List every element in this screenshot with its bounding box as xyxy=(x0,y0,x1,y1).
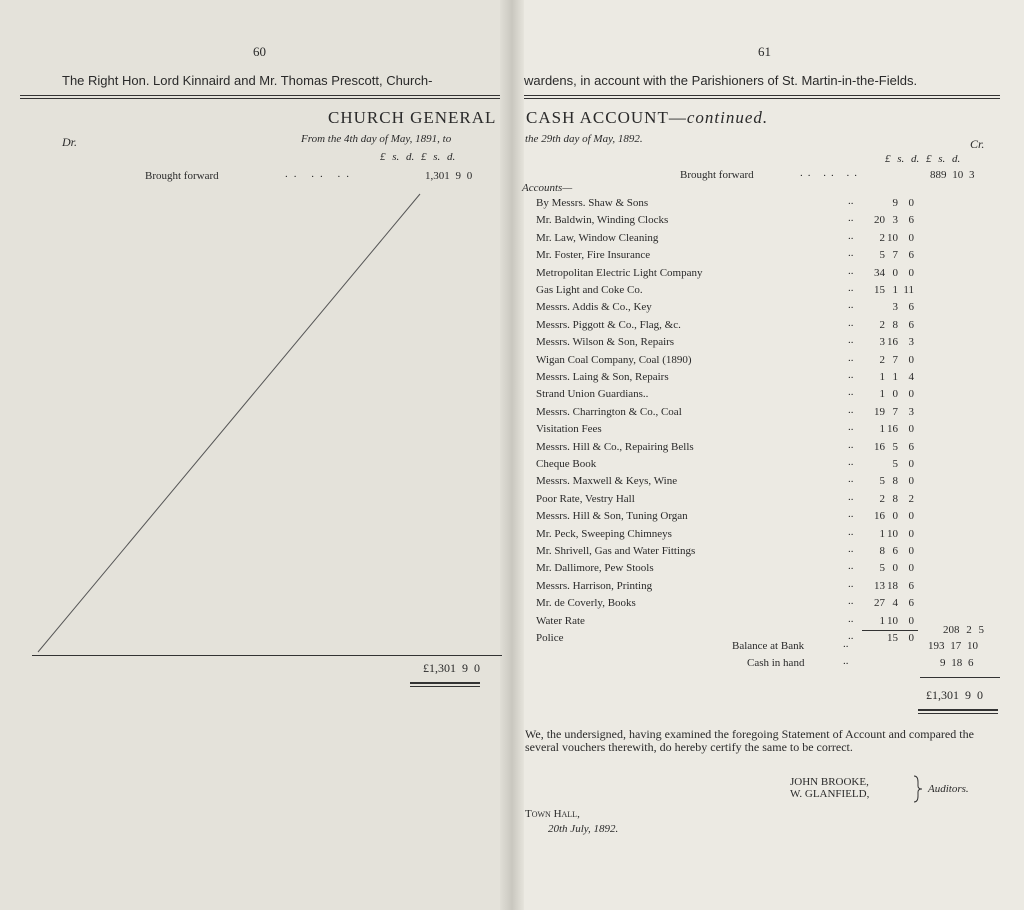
item-label: Strand Union Guardians.. xyxy=(536,388,649,400)
item-label: Mr. Baldwin, Winding Clocks xyxy=(536,214,669,226)
right-total: £1,301 9 0 xyxy=(926,688,983,702)
item-label: Cheque Book xyxy=(536,458,597,470)
item-leader-dots: .. xyxy=(848,334,854,346)
item-leader-dots: .. xyxy=(848,404,854,416)
item-leader-dots: .. xyxy=(848,247,854,259)
item-leader-dots: .. xyxy=(848,526,854,538)
item-leader-dots: .. xyxy=(848,630,854,642)
item-pence: 6 xyxy=(908,597,914,609)
item-pounds: 1 xyxy=(879,371,885,383)
item-leader-dots: .. xyxy=(848,265,854,277)
item-label: Messrs. Laing & Son, Repairs xyxy=(536,371,669,383)
item-label: By Messrs. Shaw & Sons xyxy=(536,197,649,209)
item-label: Messrs. Hill & Co., Repairing Bells xyxy=(536,441,694,453)
item-pounds: 2 xyxy=(879,319,885,331)
item-leader-dots: .. xyxy=(848,352,854,364)
item-shillings: 0 xyxy=(892,388,898,400)
item-pence: 0 xyxy=(908,510,914,522)
item-shillings: 8 xyxy=(892,475,898,487)
item-label: Mr. Peck, Sweeping Chimneys xyxy=(536,528,672,540)
left-total-underline xyxy=(410,682,480,684)
item-pounds: 1 xyxy=(879,528,885,540)
left-total-rule xyxy=(32,655,502,656)
item-pounds: 2 xyxy=(879,354,885,366)
date: 20th July, 1892. xyxy=(548,823,619,835)
certification-text: We, the undersigned, having examined the foregoing Statement of Account and compared the several vouchers therewith, do hereby certify the same to be correct. xyxy=(525,727,974,754)
left-currency-header: £ s. d. £ s. d. xyxy=(380,151,456,163)
right-title xyxy=(526,108,768,128)
item-pounds: 5 xyxy=(879,562,885,574)
item-pence: 0 xyxy=(908,615,914,627)
item-shillings: 7 xyxy=(892,354,898,366)
item-label: Mr. Shrivell, Gas and Water Fittings xyxy=(536,545,696,557)
right-brought-forward-label: Brought forward xyxy=(680,169,754,181)
item-pence: 0 xyxy=(908,423,914,435)
item-pounds: 16 xyxy=(874,441,885,453)
balance-amount: 193 17 10 xyxy=(928,640,978,652)
item-pence: 3 xyxy=(908,406,914,418)
item-label: Visitation Fees xyxy=(536,423,602,435)
item-shillings: 8 xyxy=(892,493,898,505)
right-title-continued: continued. xyxy=(686,108,769,127)
item-pence: 0 xyxy=(908,632,914,644)
accounts-heading: Accounts— xyxy=(522,182,573,194)
item-shillings: 1 xyxy=(892,284,898,296)
item-label: Metropolitan Electric Light Company xyxy=(536,267,703,279)
item-pounds: 1 xyxy=(879,388,885,400)
item-pence: 0 xyxy=(908,562,914,574)
item-pounds: 2 xyxy=(879,493,885,505)
cash-dots: .. xyxy=(843,655,849,667)
item-shillings: 8 xyxy=(892,319,898,331)
right-page-number: 61 xyxy=(758,44,771,59)
item-pence: 6 xyxy=(908,319,914,331)
item-pounds: 13 xyxy=(874,580,885,592)
item-label: Mr. Law, Window Cleaning xyxy=(536,232,659,244)
item-leader-dots: .. xyxy=(848,386,854,398)
right-header-rule-2 xyxy=(524,98,1000,99)
item-shillings: 1 xyxy=(892,371,898,383)
item-pounds: 5 xyxy=(879,249,885,261)
item-label: Wigan Coal Company, Coal (1890) xyxy=(536,354,692,366)
right-title-main: CASH ACCOUNT— xyxy=(526,108,687,127)
left-brought-forward-amount: 1,301 9 0 xyxy=(425,170,473,182)
item-leader-dots: .. xyxy=(848,195,854,207)
left-total-underline-2 xyxy=(410,686,480,687)
item-pence: 2 xyxy=(908,493,914,505)
item-leader-dots: .. xyxy=(848,508,854,520)
left-brought-forward-label: Brought forward xyxy=(145,170,219,182)
right-brought-forward-amount: 889 10 3 xyxy=(930,169,975,181)
item-shillings: 16 xyxy=(887,423,898,435)
item-leader-dots: .. xyxy=(848,369,854,381)
item-pence: 6 xyxy=(908,249,914,261)
item-pounds: 1 xyxy=(879,423,885,435)
right-period: the 29th day of May, 1892. xyxy=(525,133,643,145)
item-shillings: 0 xyxy=(892,267,898,279)
item-pence: 0 xyxy=(908,232,914,244)
item-pounds: 16 xyxy=(874,510,885,522)
item-shillings: 0 xyxy=(892,510,898,522)
item-leader-dots: .. xyxy=(848,491,854,503)
item-label: Mr. Foster, Fire Insurance xyxy=(536,249,651,261)
item-pounds: 27 xyxy=(874,597,885,609)
left-total: £1,301 9 0 xyxy=(423,661,480,675)
right-total-rule xyxy=(920,677,1000,678)
item-leader-dots: .. xyxy=(848,578,854,590)
left-page-number: 60 xyxy=(253,44,266,59)
item-pence: 3 xyxy=(908,336,914,348)
item-leader-dots: .. xyxy=(848,230,854,242)
item-shillings: 10 xyxy=(887,528,898,540)
item-label: Messrs. Hill & Son, Tuning Organ xyxy=(536,510,688,522)
item-shillings: 3 xyxy=(892,214,898,226)
dr-label: Dr. xyxy=(62,135,78,149)
item-leader-dots: .. xyxy=(848,473,854,485)
right-currency-header: £ s. d. £ s. d. xyxy=(885,153,961,165)
item-leader-dots: .. xyxy=(848,613,854,625)
item-pence: 11 xyxy=(903,284,914,296)
item-shillings: 9 xyxy=(892,197,898,209)
cash-amount: 9 18 6 xyxy=(940,657,974,669)
auditors-label: Auditors. xyxy=(928,783,969,795)
item-pounds: 2 xyxy=(879,232,885,244)
item-pence: 0 xyxy=(908,388,914,400)
item-shillings: 10 xyxy=(887,232,898,244)
item-shillings: 16 xyxy=(887,336,898,348)
item-pence: 0 xyxy=(908,197,914,209)
item-label: Messrs. Wilson & Son, Repairs xyxy=(536,336,675,348)
item-label: Messrs. Addis & Co., Key xyxy=(536,301,652,313)
item-leader-dots: .. xyxy=(848,317,854,329)
item-pence: 6 xyxy=(908,214,914,226)
item-leader-dots: .. xyxy=(848,560,854,572)
item-pence: 6 xyxy=(908,580,914,592)
item-shillings: 0 xyxy=(892,562,898,574)
item-label: Gas Light and Coke Co. xyxy=(536,284,643,296)
item-pounds: 8 xyxy=(879,545,885,557)
item-pounds: 34 xyxy=(874,267,885,279)
place: Town Hall, xyxy=(525,808,580,820)
right-header-rule xyxy=(524,95,1000,96)
item-pounds: 5 xyxy=(879,475,885,487)
balance-dots: .. xyxy=(843,638,849,650)
item-label: Messrs. Maxwell & Keys, Wine xyxy=(536,475,678,487)
item-label: Mr. de Coverly, Books xyxy=(536,597,636,609)
item-pence: 4 xyxy=(908,371,914,383)
item-shillings: 7 xyxy=(892,249,898,261)
item-shillings: 15 xyxy=(887,632,898,644)
subtotal-rule xyxy=(862,630,918,631)
item-leader-dots: .. xyxy=(848,456,854,468)
item-pence: 0 xyxy=(908,354,914,366)
item-leader-dots: .. xyxy=(848,299,854,311)
item-pounds: 15 xyxy=(874,284,885,296)
item-shillings: 4 xyxy=(892,597,898,609)
item-shillings: 18 xyxy=(887,580,898,592)
item-pounds: 1 xyxy=(879,615,885,627)
item-pence: 0 xyxy=(908,545,914,557)
item-label: Police xyxy=(536,632,564,644)
left-running-header: The Right Hon. Lord Kinnaird and Mr. Thomas Prescott, Church- xyxy=(62,73,433,88)
left-title: CHURCH GENERAL xyxy=(328,108,497,127)
item-shillings: 10 xyxy=(887,615,898,627)
item-pence: 0 xyxy=(908,267,914,279)
right-total-underline-2 xyxy=(918,713,998,714)
auditor-1: JOHN BROOKE, xyxy=(790,776,869,788)
right-total-underline xyxy=(918,709,998,711)
item-label: Mr. Dallimore, Pew Stools xyxy=(536,562,654,574)
left-period: From the 4th day of May, 1891, to xyxy=(301,133,452,145)
item-leader-dots: .. xyxy=(848,439,854,451)
cash-label: Cash in hand xyxy=(747,657,805,669)
item-label: Water Rate xyxy=(536,615,585,627)
item-pence: 6 xyxy=(908,441,914,453)
right-running-header: wardens, in account with the Parishioners of St. Martin-in-the-Fields. xyxy=(524,73,918,88)
auditors-brace xyxy=(912,775,924,803)
left-leader-dots: .. .. .. xyxy=(285,168,355,180)
item-leader-dots: .. xyxy=(848,212,854,224)
item-pounds: 20 xyxy=(874,214,885,226)
item-leader-dots: .. xyxy=(848,282,854,294)
item-pence: 0 xyxy=(908,475,914,487)
item-pence: 6 xyxy=(908,301,914,313)
item-label: Poor Rate, Vestry Hall xyxy=(536,493,635,505)
cr-label: Cr. xyxy=(970,137,985,151)
item-leader-dots: .. xyxy=(848,595,854,607)
item-shillings: 5 xyxy=(892,458,898,470)
item-shillings: 5 xyxy=(892,441,898,453)
item-leader-dots: .. xyxy=(848,421,854,433)
item-pence: 0 xyxy=(908,458,914,470)
balance-label: Balance at Bank xyxy=(732,640,805,652)
item-shillings: 7 xyxy=(892,406,898,418)
item-shillings: 3 xyxy=(892,301,898,313)
auditor-2: W. GLANFIELD, xyxy=(790,788,870,800)
item-pence: 0 xyxy=(908,528,914,540)
right-leader-dots: .. .. .. xyxy=(800,167,862,179)
item-label: Messrs. Harrison, Printing xyxy=(536,580,653,592)
item-label: Messrs. Piggott & Co., Flag, &c. xyxy=(536,319,681,331)
item-pounds: 19 xyxy=(874,406,885,418)
item-label: Messrs. Charrington & Co., Coal xyxy=(536,406,682,418)
item-shillings: 6 xyxy=(892,545,898,557)
item-leader-dots: .. xyxy=(848,543,854,555)
item-pounds: 3 xyxy=(879,336,885,348)
subtotal-amount: 208 2 5 xyxy=(943,624,984,636)
